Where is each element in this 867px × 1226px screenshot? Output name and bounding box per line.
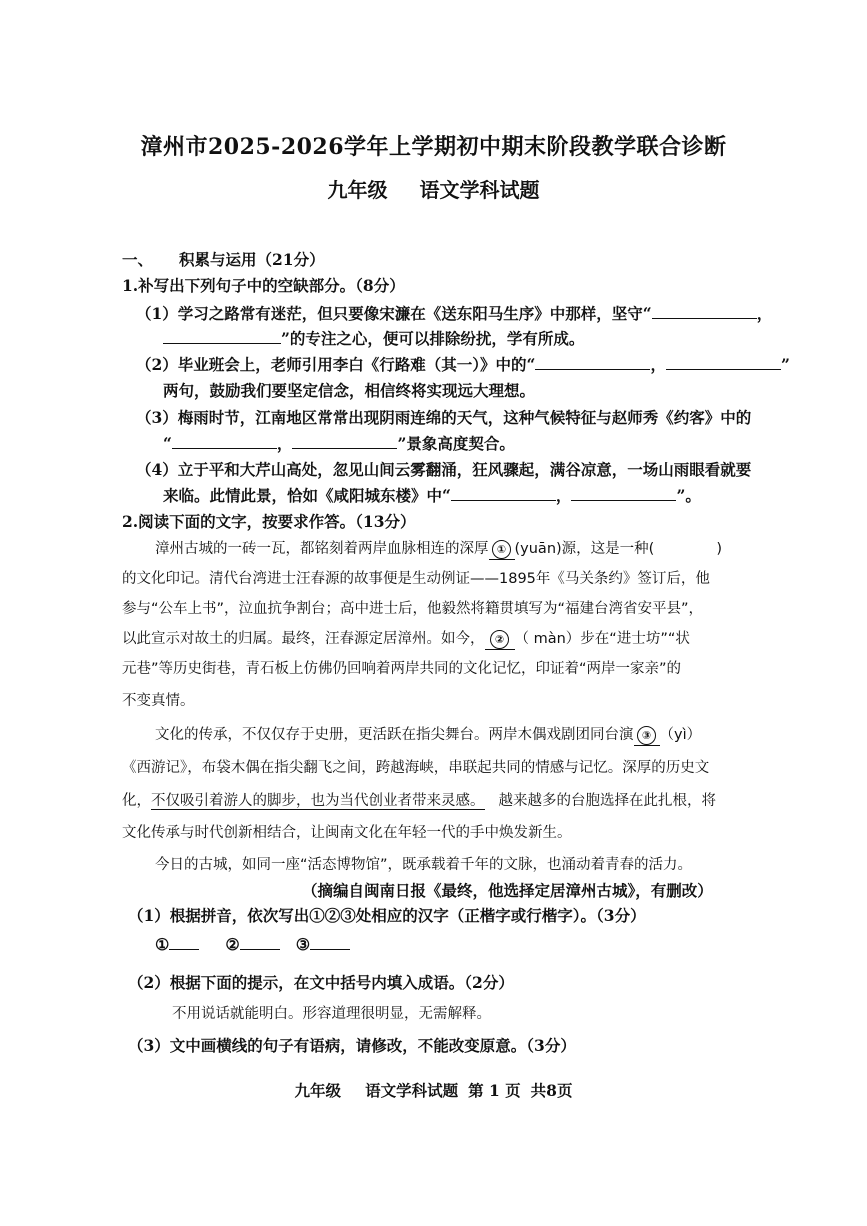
section-number: 一、 (122, 250, 154, 269)
subquestion-1: （1）根据拼音，依次写出①②③处相应的汉字（正楷字或行楷字）。（3分） (128, 906, 646, 925)
question-1-stem: 1.补写出下列句子中的空缺部分。（8分） (122, 276, 405, 295)
page-footer: 九年级 语文学科试题 第 1 页 共8页 (294, 1081, 573, 1100)
question-1-item-3-cont: “ ， ”景象高度契合。 (163, 434, 515, 453)
answer-blank[interactable] (571, 486, 676, 501)
question-2-stem: 2.阅读下面的文字，按要求作答。（13分） (122, 512, 416, 531)
answer-blank[interactable] (240, 935, 280, 950)
blank-3[interactable]: ③ (634, 726, 660, 746)
passage-p3: 今日的古城，如同一座“活态博物馆”，既承载着千年的文脉，也涌动着青春的活力。 (155, 857, 693, 873)
subquestion-3: （3）文中画横线的句子有语病，请修改，不能改变原意。（3分） (128, 1036, 576, 1055)
passage-p2-line4: 文化传承与时代创新相结合，让闽南文化在年轻一代的手中焕发新生。 (122, 825, 572, 841)
section-heading (122, 248, 325, 270)
section-title: 积累与运用（21分） (179, 250, 325, 269)
answer-blank[interactable] (172, 434, 277, 449)
subquestion-2-hint: 不用说话就能明白。形容道理很明显，无需解释。 (172, 1006, 491, 1022)
answer-blank[interactable] (310, 935, 350, 950)
grade-label: 九年级 (327, 178, 388, 202)
subquestion-2: （2）根据下面的提示，在文中括号内填入成语。（2分） (128, 973, 514, 992)
passage-p2-line1: 文化的传承，不仅仅存于史册，更活跃在指尖舞台。两岸木偶戏剧团同台演 ③ （yì） (155, 723, 701, 746)
answer-blank[interactable] (169, 935, 199, 950)
blank-2[interactable]: ② (485, 630, 515, 650)
question-1-item-3: （3）梅雨时节，江南地区常常出现阴雨连绵的天气，这种气候特征与赵师秀《约客》中的 (136, 408, 752, 427)
passage-p1-line4: 以此宣示对故土的归属。最终，汪春源定居漳州。如今， ② （ màn）步在“进士坊”“状 (122, 627, 690, 650)
question-1-item-1: （1）学习之路常有迷茫，但只要像宋濂在《送东阳马生序》中那样，坚守“ ， (136, 304, 773, 323)
question-1-item-2: （2）毕业班会上，老师引用李白《行路难（其一）》中的“ ， ” (136, 355, 790, 374)
passage-source: （摘编自闽南日报《最终，他选择定居漳州古城》，有删改） (302, 881, 713, 900)
exam-title: 漳州市2025-2026学年上学期初中期末阶段教学联合诊断 (140, 134, 727, 160)
exam-subtitle (0, 174, 867, 203)
underlined-sentence: 不仅吸引着游人的脚步，也为当代创业者带来灵感。 (151, 793, 485, 809)
passage-p1-line2: 的文化印记。清代台湾进士汪春源的故事便是生动例证——1895年《马关条约》签订后，他 (122, 571, 710, 587)
passage-p1-line3: 参与“公车上书”，泣血抗争割台；高中进士后，他毅然将籍贯填写为“福建台湾省安平县”， (122, 601, 704, 617)
passage-p2-line2: 《西游记》，布袋木偶在指尖翻飞之间，跨越海峡，串联起共同的情感与记忆。深厚的历史文 (122, 760, 710, 776)
question-1-item-4-cont: 来临。此情此景，恰如《咸阳城东楼》中“ ， ”。 (163, 486, 701, 505)
answer-blank[interactable] (451, 486, 556, 501)
blank-1[interactable]: ① (489, 540, 515, 560)
answer-blank[interactable] (666, 355, 781, 370)
question-1-item-1-cont: ”的专注之心，便可以排除纷扰，学有所成。 (163, 327, 584, 349)
page-number: 第 1 页 (468, 1081, 521, 1100)
answer-blank[interactable] (652, 304, 757, 319)
answer-blank[interactable] (292, 434, 397, 449)
passage-p1-line5: 元巷”等历史街巷，青石板上仿佛仍回响着两岸共同的文化记忆，印证着“两岸一家亲”的 (122, 661, 682, 677)
subject-label: 语文学科试题 (419, 178, 540, 202)
answer-blank[interactable] (535, 355, 650, 370)
passage-p1-line6: 不变真情。 (122, 693, 195, 709)
subquestion-1-answers: ① ② ③ (155, 935, 350, 954)
question-1-item-4: （4）立于平和大芹山高处，忽见山间云雾翻涌，狂风骤起，满谷凉意，一场山雨眼看就要 (136, 460, 752, 479)
passage-p2-line3: 化，不仅吸引着游人的脚步，也为当代创业者带来灵感。 越来越多的台胞选择在此扎根，将 (122, 793, 716, 809)
page-total: 共8页 (530, 1081, 573, 1100)
answer-blank[interactable] (163, 329, 281, 344)
question-1-item-2-cont: 两句，鼓励我们要坚定信念，相信终将实现远大理想。 (163, 381, 536, 400)
passage-p1-line1: 漳州古城的一砖一瓦，都铭刻着两岸血脉相连的深厚 ① (yuān)源，这是一种( ) (155, 537, 722, 560)
